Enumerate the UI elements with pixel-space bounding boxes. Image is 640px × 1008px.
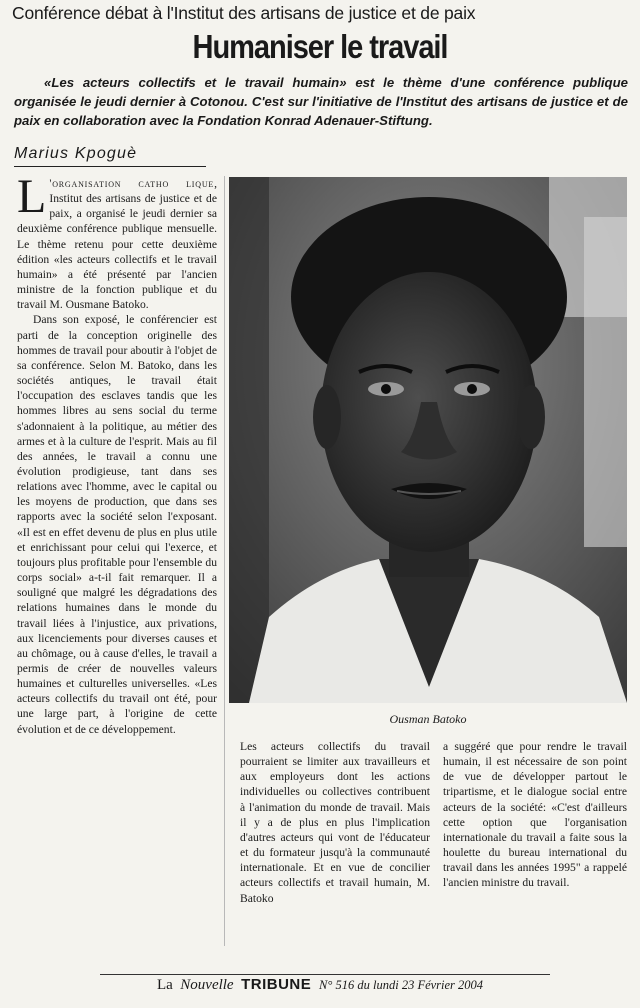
portrait-image [229,177,627,703]
article-paragraph: Dans son exposé, le conférencier est parti de la conception originelle des hommes de travail pour aboutir à l'objet de sa conférence. Selon M. Batoko, dans les sociétés antiques, le travail était l'occupation des esclaves tandis que les hommes libres au sens social du terme s'adonnaient à la politique, au métier des armes et à la culture de l'esprit. Mais au fil des années, le travail a connu une évolution prodigieuse, tant dans ses relations avec l'homme, avec le capital ou les moyens de production, que dans ses rapports avec la société selon l'exposant. «Il est en effet devenu de plus en plus utile et enrichissant pour celui qui l'exerce, et toujours plus profitable pour l'ensemble du corps social» a-t-il fait remarquer. Il a souligné que malgré les dégradations des relations humaines dans le monde du travail liées à l'injustice, aux privations, aux licenciements pour diverses causes et au chômage, ou à cause d'elles, le travail a permis de créer de nouvelles valeurs humaines et culturelles universelles. «Les acteurs collectifs du travail ont été, pour une large part, à l'origine de cette évolution et de ce développement. [17,313,217,736]
column-divider [224,176,225,946]
article-lead: «Les acteurs collectifs et le travail humain» est le thème d'une conférence publique organisée le jeudi dernier à Cotonou. C'est sur l'initiative de l'Institut des artisans de justice et de paix en collaboration avec la Fondation Konrad Adenauer-Stiftung. [14,75,628,128]
opening-smallcaps: 'organisation catho lique [49,177,215,190]
article-paragraph: a suggéré que pour rendre le travail humain, il est nécessaire de son point de vue de développer partout le tripartisme, et le dialogue social entre acteurs de la société: «C'est d'ailleurs cette option que l'organisation internationale du travail a faite sous la houlette du bureau international du travail dans les années 1995" a rappelé l'ancien ministre du travail. [443,740,627,890]
newspaper-name-la: La [156,977,173,993]
article-column-2 [240,739,430,949]
article-byline: Marius Kpoguè [14,145,138,162]
article-paragraph: , Institut des artisans de justice et de paix, a organisé le jeudi dernier sa deuxième conférence publique mensuelle. Le thème retenu pour cette deuxième édition «les acteurs collectifs et le travail humain» a été présenté par l'ancien ministre de la fonction publique et du travail M. Ousmane Batoko. [17,177,217,312]
article-headline: Humaniser le travail [192,28,448,65]
photo-caption: Ousman Batoko [389,712,467,726]
article-column-1 [17,176,217,960]
footer-divider [100,974,550,975]
issue-info: N° 516 du lundi 23 Février 2004 [319,978,484,992]
article-kicker: Conférence débat à l'Institut des artisans de justice et de paix [12,3,476,23]
byline-divider [14,166,206,167]
newspaper-name-tribune: TRIBUNE [241,976,312,993]
article-column-3 [443,739,627,949]
newspaper-name-nouvelle: Nouvelle [180,977,234,993]
page-footer [0,976,640,994]
drop-cap: L [17,176,47,223]
newspaper-name [157,977,315,993]
portrait-photo [229,177,627,703]
article-paragraph: Les acteurs collectifs du travail pourraient se limiter aux travailleurs et aux employeurs dont les actions individuelles ou collectives contribuent à l'animation du monde de travail. Mais il y a de plus en plus l'implication d'autres acteurs qui vont de l'éducateur et du formateur jusqu'à la communauté internationale. Et en vue de concilier acteurs collectifs et travail humain, M. Batoko [240,740,430,905]
